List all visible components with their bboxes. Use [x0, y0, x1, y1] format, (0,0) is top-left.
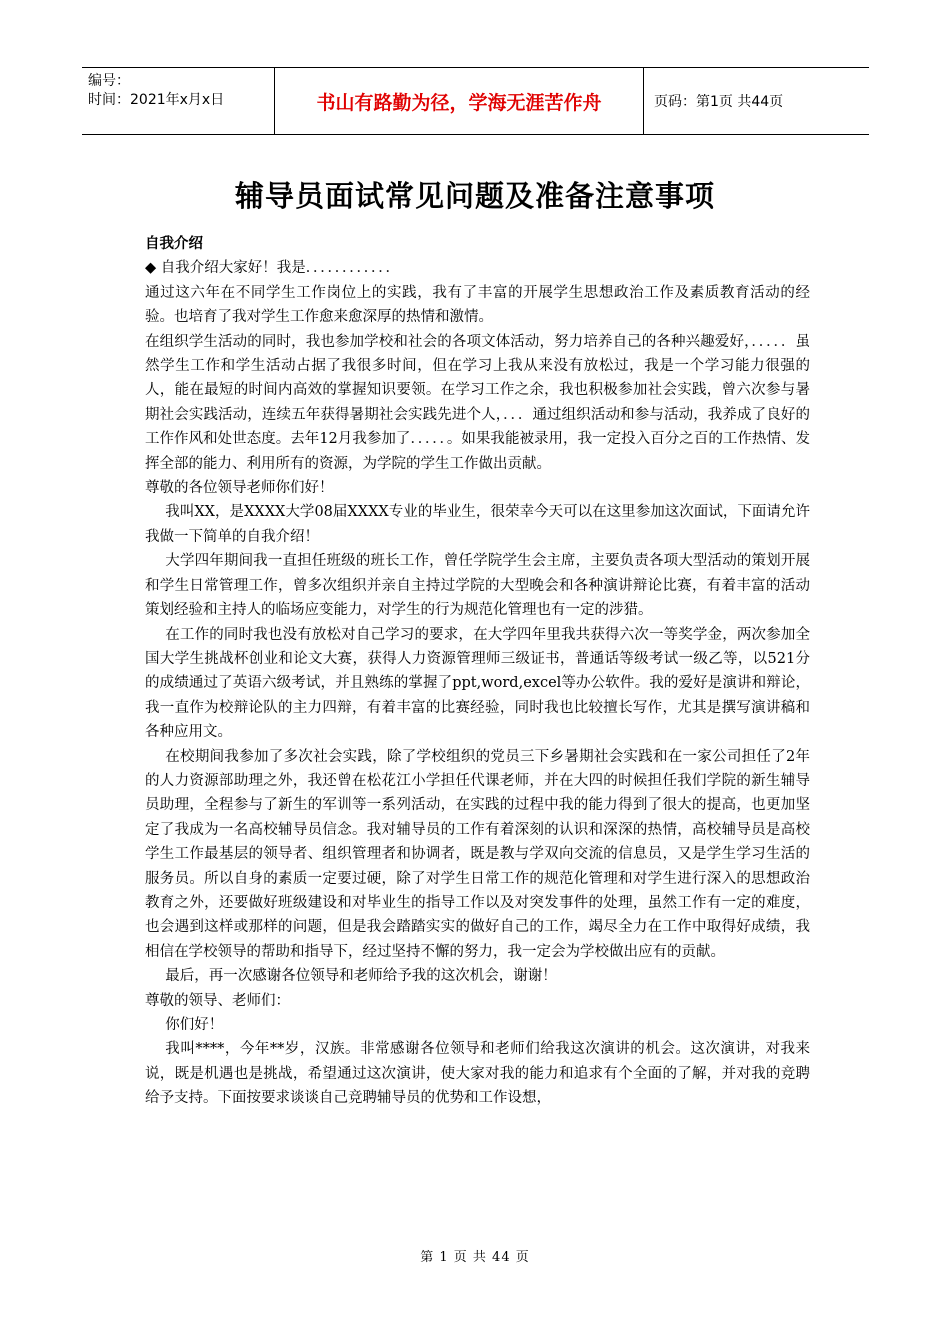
- document-body: [145, 232, 810, 1111]
- paragraph: 在工作的同时我也没有放松对自己学习的要求，在大学四年里我共获得六次一等奖学金，两次参加全国大学生挑战杯创业和论文大赛，获得人力资源管理师三级证书，普通话等级考试一级乙等，以521分的成绩通过了英语六级考试，并且熟练的掌握了ppt,word,excel等办公软件。我的爱好是演讲和辩论，我一直作为校辩论队的主力四辩，有着丰富的比赛经验，同时我也比较擅长写作，尤其是撰写演讲稿和各种应用文。: [145, 626, 810, 741]
- paragraph: 尊敬的领导、老师们：: [145, 992, 290, 1009]
- header-motto: 书山有路勤为径，学海无涯苦作舟: [275, 68, 644, 134]
- section-heading: 自我介绍: [145, 236, 203, 252]
- page-footer: 第 1 页 共 44 页: [420, 1250, 530, 1265]
- page-header: [82, 67, 869, 135]
- header-meta-cell: [82, 68, 275, 134]
- paragraph: 尊敬的各位领导老师你们好！: [145, 480, 334, 497]
- header-page-number: 页码：第1页 共44页: [654, 94, 784, 110]
- paragraph: 你们好！: [165, 1017, 224, 1033]
- document-date-label: 时间：2021年x月x日: [88, 92, 225, 108]
- document-title: 辅导员面试常见问题及准备注意事项: [234, 179, 715, 213]
- paragraph: 最后，再一次感谢各位领导和老师给予我的这次机会，谢谢！: [165, 968, 557, 985]
- paragraph: 通过这六年在不同学生工作岗位上的实践，我有了丰富的开展学生思想政治工作及素质教育活动的经验。也培育了我对学生工作愈来愈深厚的热情和激情。: [145, 284, 810, 326]
- paragraph: ◆ 自我介绍大家好！我是．．．．．．．．．．．．: [145, 260, 401, 277]
- document-number-label: 编号：: [88, 73, 130, 89]
- paragraph: 我叫XX，是XXXX大学08届XXXX专业的毕业生，很荣幸今天可以在这里参加这次面试，下面请允许我做一下简单的自我介绍！: [145, 504, 810, 545]
- paragraph: 在组织学生活动的同时，我也参加学校和社会的各项文体活动，努力培养自己的各种兴趣爱好，．．．．．虽然学生工作和学生活动占据了我很多时间，但在学习上我从来没有放松过，我是一个学习能力很强的人，能在最短的时间内高效的掌握知识要领。在学习工作之余，我也积极参加社会实践，曾六次参与暑期社会实践活动，连续五年获得暑期社会实践先进个人，．．．通过组织活动和参与活动，我养成了良好的工作作风和处世态度。去年12月我参加了．．．．．。如果我能被录用，我一定投入百分之百的工作热情、发挥全部的能力、利用所有的资源，为学院的学生工作做出贡献。: [145, 333, 810, 472]
- paragraph: 在校期间我参加了多次社会实践，除了学校组织的党员三下乡暑期社会实践和在一家公司担任了2年的人力资源部助理之外，我还曾在松花江小学担任代课老师，并在大四的时候担任我们学院的新生辅导员助理，全程参与了新生的军训等一系列活动，在实践的过程中我的能力得到了很大的提高，也更加坚定了我成为一名高校辅导员信念。我对辅导员的工作有着深刻的认识和深深的热情，高校辅导员是高校学生工作最基层的领导者、组织管理者和协调者，既是教与学双向交流的信息员，又是学生学习生活的服务员。所以自身的素质一定要过硬，除了对学生日常工作的规范化管理和对学生进行深入的思想政治教育之外，还要做好班级建设和对毕业生的指导工作以及对突发事件的处理，虽然工作有一定的难度，也会遇到这样或那样的问题，但是我会踏踏实实的做好自己的工作，竭尽全力在工作中取得好成绩，我相信在学校领导的帮助和指导下，经过坚持不懈的努力，我一定会为学校做出应有的贡献。: [145, 748, 810, 960]
- paragraph: 大学四年期间我一直担任班级的班长工作，曾任学院学生会主席，主要负责各项大型活动的策划开展和学生日常管理工作，曾多次组织并亲自主持过学院的大型晚会和各种演讲辩论比赛，有着丰富的活动策划经验和主持人的临场应变能力，对学生的行为规范化管理也有一定的涉猎。: [145, 553, 810, 619]
- paragraph: 我叫****，今年**岁，汉族。非常感谢各位领导和老师们给我这次演讲的机会。这次演讲，对我来说，既是机遇也是挑战，希望通过这次演讲，使大家对我的能力和追求有个全面的了解，并对我的竞聘给予支持。下面按要求谈谈自己竞聘辅导员的优势和工作设想，: [145, 1041, 810, 1107]
